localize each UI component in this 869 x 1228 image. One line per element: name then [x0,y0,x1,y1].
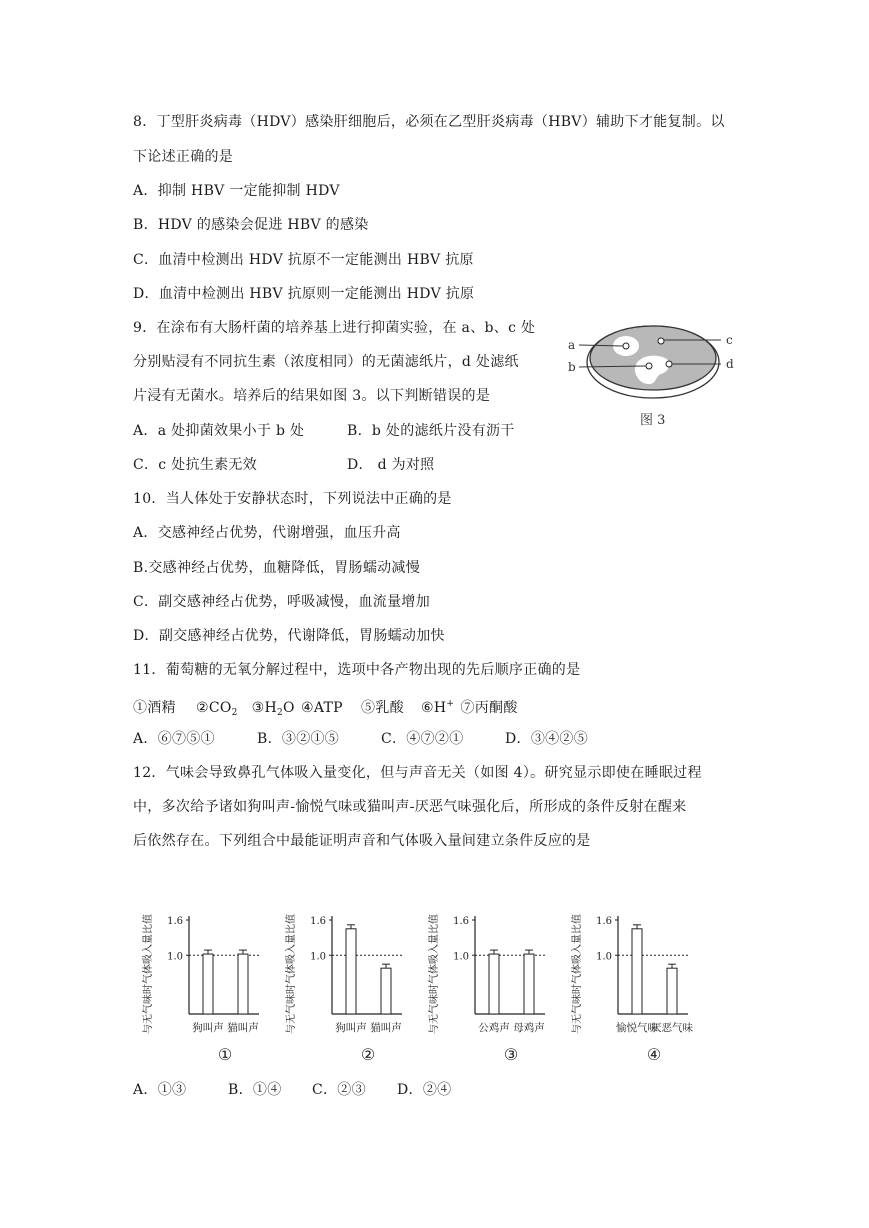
disc-a [623,343,629,349]
q11-item-2: ②CO [196,700,232,716]
q8-option-b: B．HDV 的感染会促进 HBV 的感染 [133,217,369,233]
q12-stem-line2: 中，多次给予诸如狗叫声-愉悦气味或猫叫声-厌恶气味强化后，所形成的条件反射在醒来 [133,799,687,815]
chart-bar [489,954,499,1014]
chart-panel-2 [284,914,404,1064]
q11-option-b: B．③②①⑤ [257,731,340,747]
q11-item-7: ⑦丙酮酸 [460,700,518,716]
chart-y-tick-label: 1.6 [453,916,469,927]
chart-ylabel: 与无气味时气体吸入量比值 [572,914,583,1034]
q10-option-a: A．交感神经占优势，代谢增强，血压升高 [133,525,401,541]
q9-option-c: C．c 处抗生素无效 [133,457,258,473]
q8-stem-line2: 下论述正确的是 [133,149,234,165]
q10-stem: 10．当人体处于安静状态时，下列说法中正确的是 [133,491,452,507]
q12-stem-line1: 12．气味会导致鼻孔气体吸入量变化，但与声音无关（如图 4）。研究显示即使在睡眠过程 [133,765,702,781]
q12-option-a: A．①③ [133,1082,187,1098]
q12-option-d: D．②④ [397,1082,452,1098]
figure-4-bar-charts [125,908,725,1068]
q11-option-a: A．⑥⑦⑤① [133,731,215,747]
q11-item-4: ④ATP [301,700,343,716]
chart-category-label: 狗叫声 [335,1022,367,1034]
q11-item-6: ⑥H [421,700,447,716]
q11-option-c: C．④⑦②① [381,731,464,747]
q9-option-a: A．a 处抑菌效果小于 b 处 [133,423,305,439]
q9-options-row1 [133,421,515,441]
chart-bar [203,954,213,1014]
q11-stem: 11．葡萄糖的无氧分解过程中，选项中各产物出现的先后顺序正确的是 [133,662,581,678]
q11-item-5: ⑤乳酸 [361,700,404,716]
q12-option-b: B．①④ [228,1082,282,1098]
chart-panel-3 [427,914,547,1064]
q8-option-c: C．血清中检测出 HDV 抗原不一定能测出 HBV 抗原 [133,252,474,268]
q8-stem-line1: 8．丁型肝炎病毒（HDV）感染肝细胞后，必须在乙型肝炎病毒（HBV）辅助下才能复制。以 [133,114,725,130]
q10-option-b: B.交感神经占优势，血糖降低，胃肠蠕动减慢 [133,560,421,576]
q9-option-b: B．b 处的滤纸片没有沥干 [347,423,515,439]
chart-panel-number: ③ [503,1045,519,1064]
q11-item-3-subscript: 2 [277,708,284,718]
chart-category-label: 愉悦气味 [616,1022,658,1034]
chart-ylabel: 与无气味时气体吸入量比值 [429,914,440,1034]
chart-ylabel: 与无气味时气体吸入量比值 [143,914,154,1034]
chart-y-tick-label: 1.6 [167,916,183,927]
chart-category-label: 猫叫声 [370,1022,402,1034]
q9-option-d: D． d 为对照 [347,457,435,473]
chart-panel-number: ① [217,1045,233,1064]
chart-y-tick-label: 1.0 [167,951,183,963]
q8-option-a: A．抑制 HBV 一定能抑制 HDV [133,183,340,199]
q11-item-3: ③H [251,700,278,716]
chart-y-tick-label: 1.6 [310,916,326,927]
chart-bar [346,929,356,1014]
q9-stem-line1: 9．在涂布有大肠杆菌的培养基上进行抑菌实验，在 a、b、c 处 [133,320,536,336]
chart-category-label: 猫叫声 [227,1022,259,1034]
chart-category-label: 母鸡声 [513,1022,545,1034]
figure-3-petri-dish [565,314,745,429]
chart-bar [381,968,391,1014]
figure-3-caption: 图 3 [640,413,666,428]
disc-b [646,363,652,369]
q9-stem-line3: 片浸有无菌水。培养后的结果如图 3。以下判断错误的是 [133,388,491,404]
q11-options [133,729,588,749]
chart-y-tick-label: 1.0 [453,951,469,963]
chart-bar [632,929,642,1014]
q11-item-6-superscript: + [446,699,455,709]
chart-panel-number: ④ [646,1045,662,1064]
q10-option-d: D．副交感神经占优势，代谢降低，胃肠蠕动加快 [133,628,445,644]
disc-c [658,338,664,344]
label-c: c [726,333,733,347]
disc-d [666,361,672,367]
chart-panel-1 [141,914,261,1064]
q11-items [133,694,518,723]
q8-option-d: D．血清中检测出 HBV 抗原则一定能测出 HDV 抗原 [133,286,475,302]
chart-category-label: 公鸡声 [478,1022,510,1034]
q12-stem-line3: 后依然存在。下列组合中最能证明声音和气体吸入量间建立条件反应的是 [133,833,591,849]
q9-options-row2 [133,455,435,475]
label-d: d [726,357,734,371]
q11-option-d: D．③④②⑤ [505,731,589,747]
q11-item-1: ①酒精 [133,700,176,716]
q11-item-3-tail: O [283,700,295,716]
chart-y-tick-label: 1.6 [596,916,612,927]
chart-panel-number: ② [360,1045,376,1064]
q12-option-c: C．②③ [312,1082,366,1098]
q10-option-c: C．副交感神经占优势，呼吸减慢，血流量增加 [133,594,431,610]
chart-bar [667,968,677,1014]
q9-stem-line2: 分别贴浸有不同抗生素（浓度相同）的无菌滤纸片，d 处滤纸 [133,354,519,370]
label-b: b [568,360,576,374]
chart-bar [524,954,534,1014]
q12-options [133,1080,451,1100]
q11-item-2-subscript: 2 [231,708,238,718]
chart-ylabel: 与无气味时气体吸入量比值 [286,914,297,1034]
chart-category-label: 狗叫声 [192,1022,224,1034]
chart-category-label: 厌恶气味 [651,1022,693,1034]
label-a: a [568,338,576,352]
chart-y-tick-label: 1.0 [310,951,326,963]
chart-y-tick-label: 1.0 [596,951,612,963]
chart-panel-4 [570,914,693,1064]
chart-bar [238,954,248,1014]
